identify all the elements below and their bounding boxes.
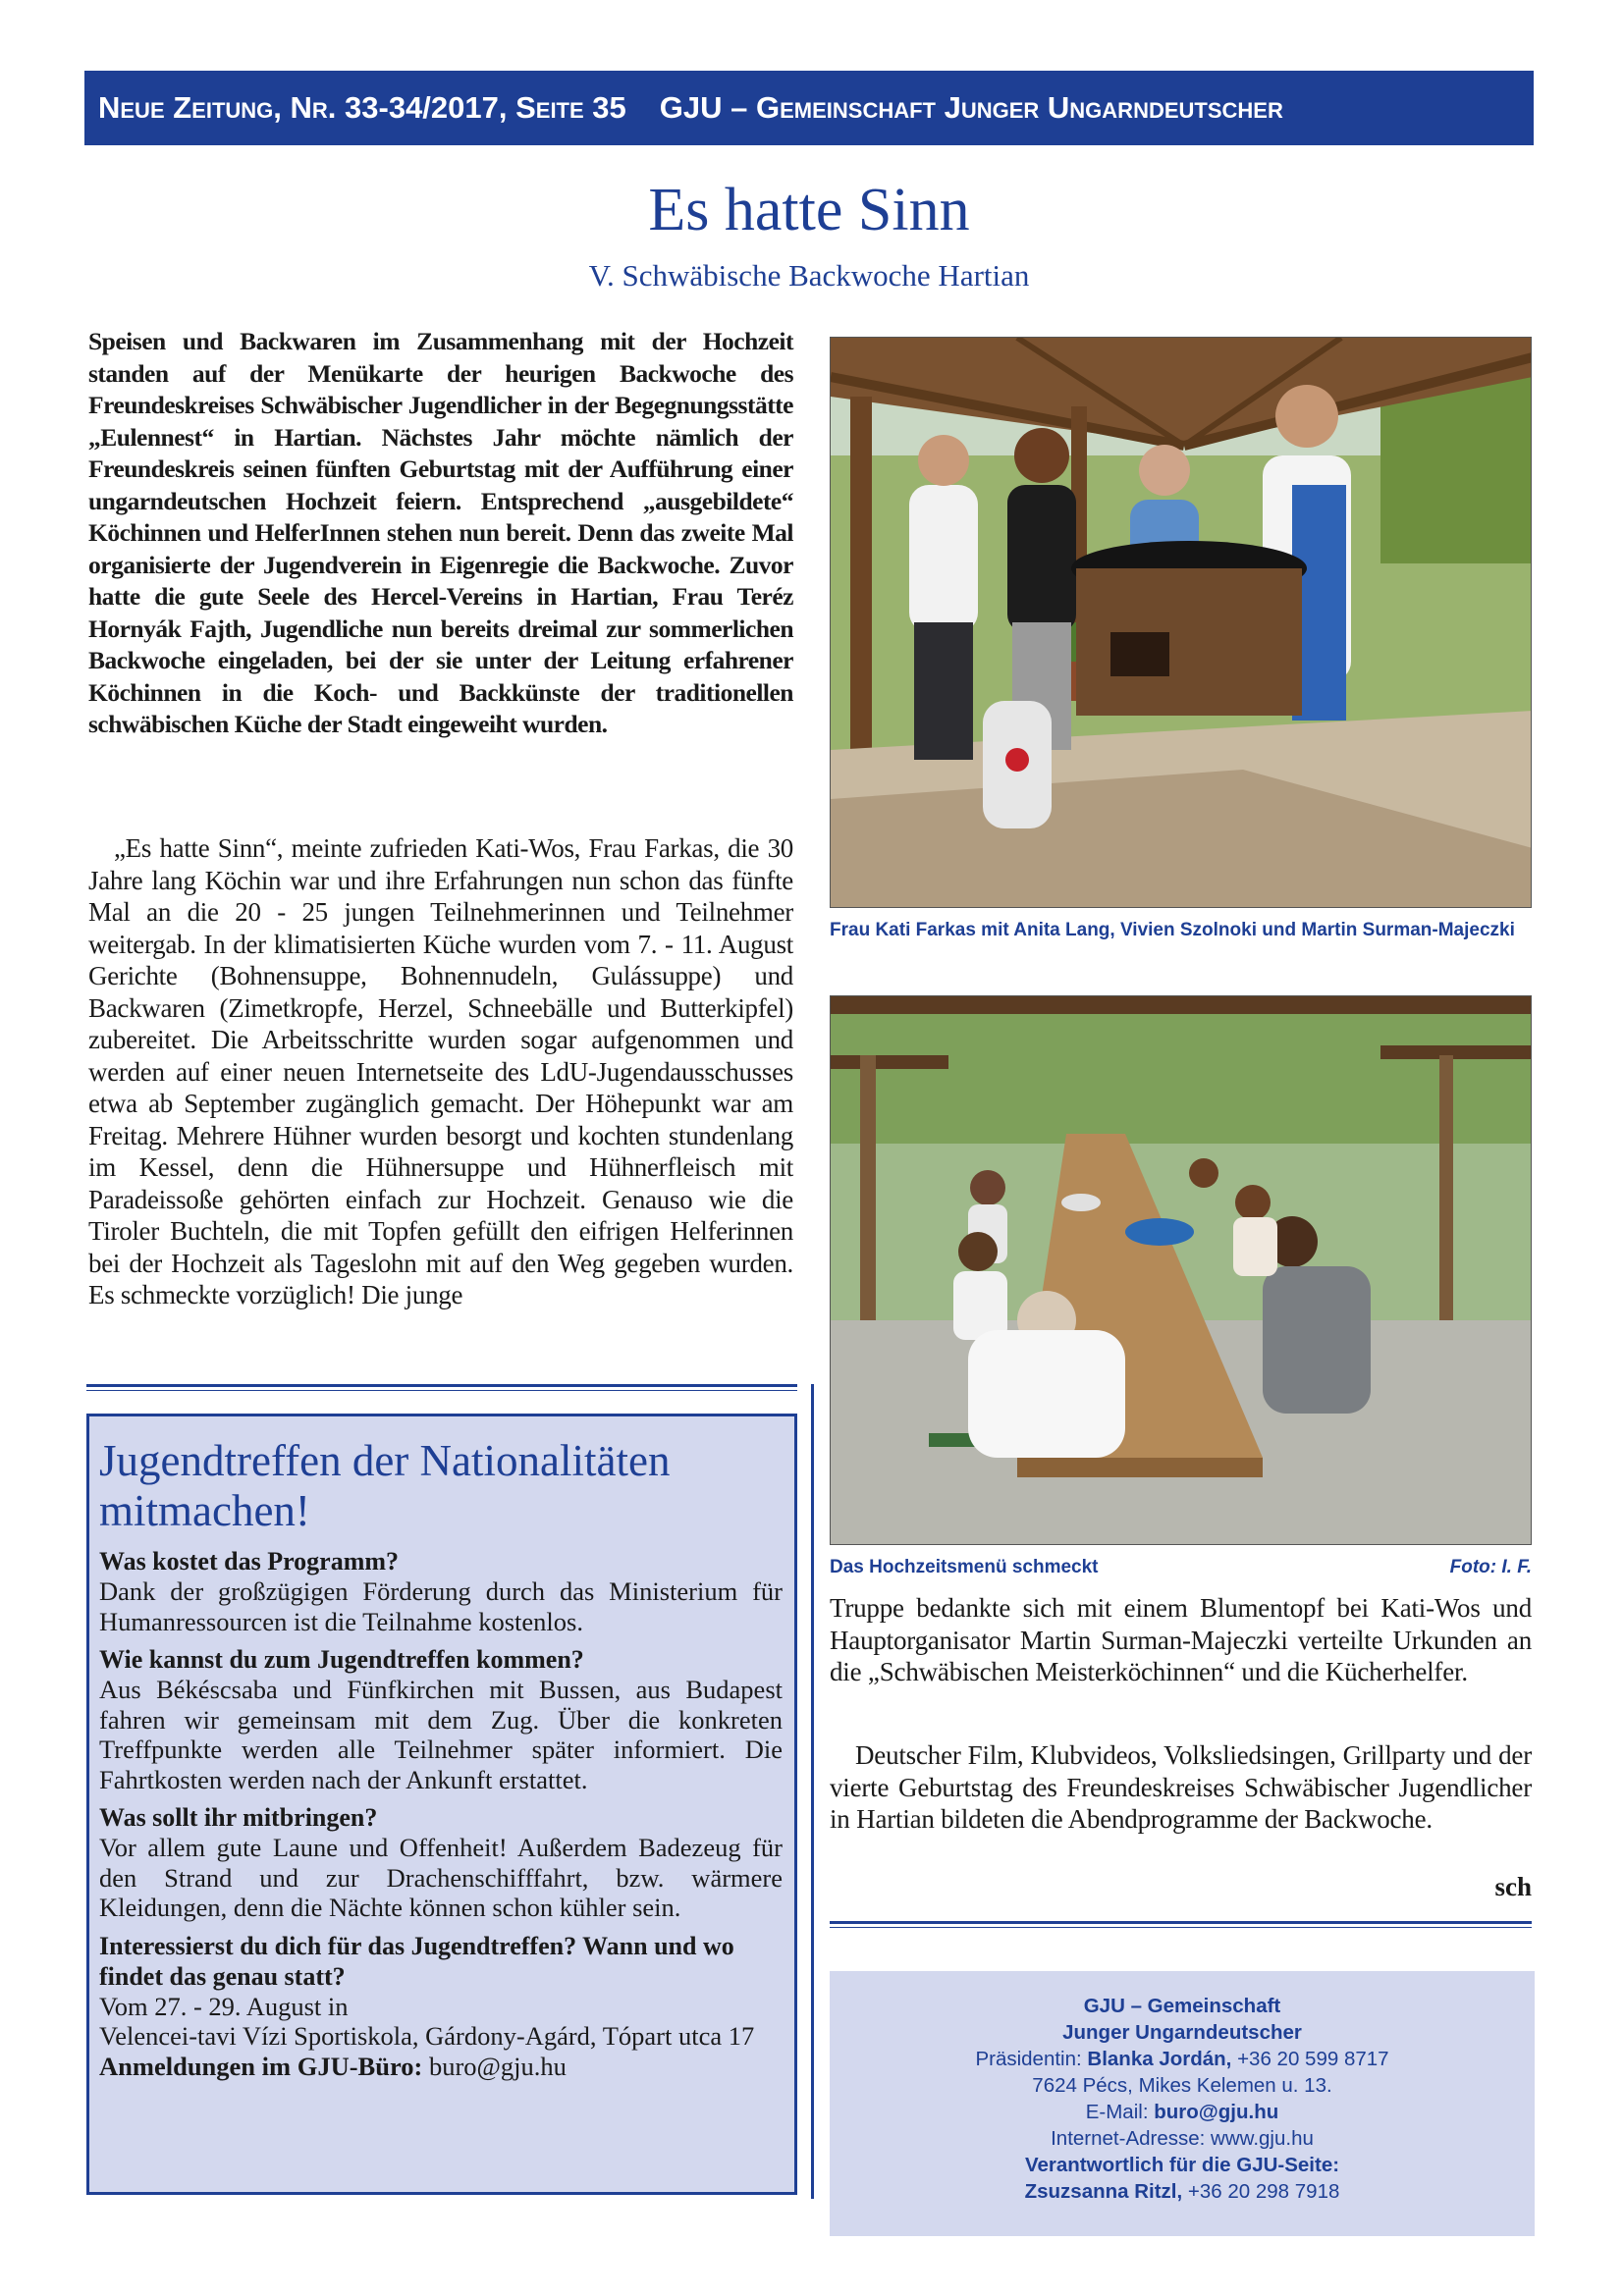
responsible-name: Zsuzsanna Ritzl, — [1024, 2180, 1183, 2203]
gju-contact-box — [830, 1971, 1535, 2236]
column-divider-rule — [830, 1921, 1532, 1928]
responsible-phone: +36 20 298 7918 — [1187, 2180, 1340, 2203]
info-box-answer: Vom 27. - 29. August in — [99, 1991, 349, 2021]
president-name: Blanka Jordán, — [1087, 2048, 1232, 2070]
info-box-answer: Dank der großzügigen Förderung durch das Ministerium für Humanressourcen ist die Teilnahme kostenlos. — [99, 1576, 783, 1636]
responsible-line — [830, 2178, 1535, 2205]
photo-credit: Foto: I. F. — [1449, 1557, 1532, 1577]
cooking-photo — [830, 337, 1532, 908]
president-phone: +36 20 599 8717 — [1237, 2048, 1389, 2070]
info-box-answer: Vor allem gute Laune und Offenheit! Außerdem Badezeug für den Strand und zur Drachenschifffahrt, bzw. wärmere Kleidungen, denn die Nächte können schon kühler sein. — [99, 1833, 783, 1922]
header-issue-info: Neue Zeitung, Nr. 33-34/2017, Seite 35 — [98, 90, 626, 125]
photo-caption: Frau Kati Farkas mit Anita Lang, Vivien Szolnoki und Martin Surman-Majeczki — [830, 920, 1515, 940]
photo-caption-text: Das Hochzeitsmenü schmeckt — [830, 1557, 1099, 1577]
info-box-answer: Velencei-tavi Vízi Sportiskola, Gárdony-Agárd, Tópart utca 17 — [99, 2021, 755, 2051]
info-box-question: Was kostet das Programm? — [99, 1547, 400, 1575]
article-title: Es hatte Sinn — [648, 177, 970, 243]
photo-caption — [830, 1556, 1532, 1579]
header-section-name: GJU – Gemeinschaft Junger Ungarndeutscher — [659, 90, 1283, 125]
contact-address: 7624 Pécs, Mikes Kelemen u. 13. — [1032, 2074, 1332, 2097]
info-box-question: Was sollt ihr mitbringen? — [99, 1803, 378, 1832]
registration-email: buro@gju.hu — [428, 2051, 567, 2081]
registration-label: Anmeldungen im GJU-Büro: — [99, 2051, 423, 2081]
article-continuation-paragraph: Truppe bedankte sich mit einem Blumentopf bei Kati-Wos und Hauptorganisator Martin Surman-Majeczki verteilte Urkunden an die „Schwäbischen Meisterköchinnen“ und die Kücherhelfer. — [830, 1593, 1532, 1686]
page-header-bar — [84, 71, 1534, 145]
contact-org-name: Junger Ungarndeutscher — [1062, 2021, 1302, 2044]
column-divider-rule — [86, 1384, 797, 1391]
dining-photo-image — [831, 996, 1532, 1545]
youth-meeting-info-box — [86, 1414, 797, 2195]
registration-line — [99, 2052, 783, 2082]
cooking-photo-image — [831, 338, 1532, 908]
contact-president-line — [830, 2046, 1535, 2072]
article-body-paragraph: „Es hatte Sinn“, meinte zufrieden Kati-Wos, Frau Farkas, die 30 Jahre lang Köchin war und ihre Erfahrungen nun schon das fünfte Mal an die 20 - 25 jungen Teilnehmerinnen und Teilnehmer weitergab. In der klimatisierten Küche wurden vom 7. - 11. August Gerichte (Bohnensuppe, Bohnennudeln, Gulássuppe) und Backwaren (Zimetkropfe, Herzel, Schneebälle und Butterkipfel) zubereitet. Die Arbeitsschritte wurden sogar aufgenommen und werden auf einer neuen Internetseite des LdU-Jugendausschusses etwa ab September zugänglich gemacht. Der Höhepunkt war am Freitag. Mehrere Hühner wurden besorgt und kochten stundenlang im Kessel, denn die Hühnersuppe und Hühnerfleisch mit Paradeissoße gehörten einfach zur Hochzeit. Genauso wie die Tiroler Buchteln, die mit Topfen gefüllt den eifrigen Helferinnen bei der Hochzeit als Tageslohn mit auf den Weg gegeben wurden. Es schmeckte vorzüglich! Die junge — [88, 833, 793, 1309]
vertical-column-rule — [811, 1384, 814, 2199]
contact-website: Internet-Adresse: www.gju.hu — [1051, 2127, 1314, 2150]
contact-email: buro@gju.hu — [1154, 2101, 1279, 2123]
info-box-question: Interessierst du dich für das Jugendtreffen? Wann und wo findet das genau statt? — [99, 1931, 734, 1991]
info-box-question: Wie kannst du zum Jugendtreffen kommen? — [99, 1645, 584, 1674]
info-box-title: Jugendtreffen der Nationalitäten mitmachen! — [99, 1436, 671, 1535]
article-lead-paragraph: Speisen und Backwaren im Zusammenhang mit der Hochzeit standen auf der Menükarte der heurigen Backwoche des Freundeskreises Schwäbischer Jugendlicher in der Begegnungsstätte „Eulennest“ in Hartian. Nächstes Jahr möchte nämlich der Freundeskreis seinen fünften Geburtstag mit der Aufführung einer ungarndeutschen Hochzeit feiern. Entsprechend „ausgebildete“ Köchinnen und HelferInnen stehen nun bereit. Denn das zweite Mal organisierte der Jugendverein in Eigenregie die Backwoche. Zuvor hatte die gute Seele des Hercel-Vereins in Hartian, Frau Teréz Hornyák Fajth, Jugendliche nun bereits dreimal zur sommerlichen Backwoche eingeladen, bei der sie unter der Leitung erfahrener Köchinnen in die Koch- und Backkünste der traditionellen schwäbischen Küche der Stadt eingeweiht wurden. — [88, 327, 793, 738]
email-label: E-Mail: — [1085, 2101, 1149, 2123]
info-box-answer: Aus Békéscsaba und Fünfkirchen mit Bussen, aus Budapest fahren wir gemeinsam mit dem Zug. Über die konkreten Treffpunkte werden alle Teilnehmer später informiert. Die Fahrtkosten werden nach der Ankunft erstattet. — [99, 1675, 783, 1794]
dining-photo — [830, 995, 1532, 1545]
article-closing-paragraph: Deutscher Film, Klubvideos, Volksliedsingen, Grillparty und der vierte Geburtstag des Freundeskreises Schwäbischer Jugendlicher in Hartian bildeten die Abendprogramme der Backwoche. — [830, 1740, 1532, 1834]
contact-org-name: GJU – Gemeinschaft — [1083, 1995, 1281, 2017]
author-signature: sch — [1494, 1872, 1532, 1901]
responsible-label: Verantwortlich für die GJU-Seite: — [1024, 2154, 1340, 2176]
president-label: Präsidentin: — [975, 2048, 1082, 2070]
article-subtitle: V. Schwäbische Backwoche Hartian — [588, 258, 1030, 293]
contact-email-line — [830, 2099, 1535, 2125]
